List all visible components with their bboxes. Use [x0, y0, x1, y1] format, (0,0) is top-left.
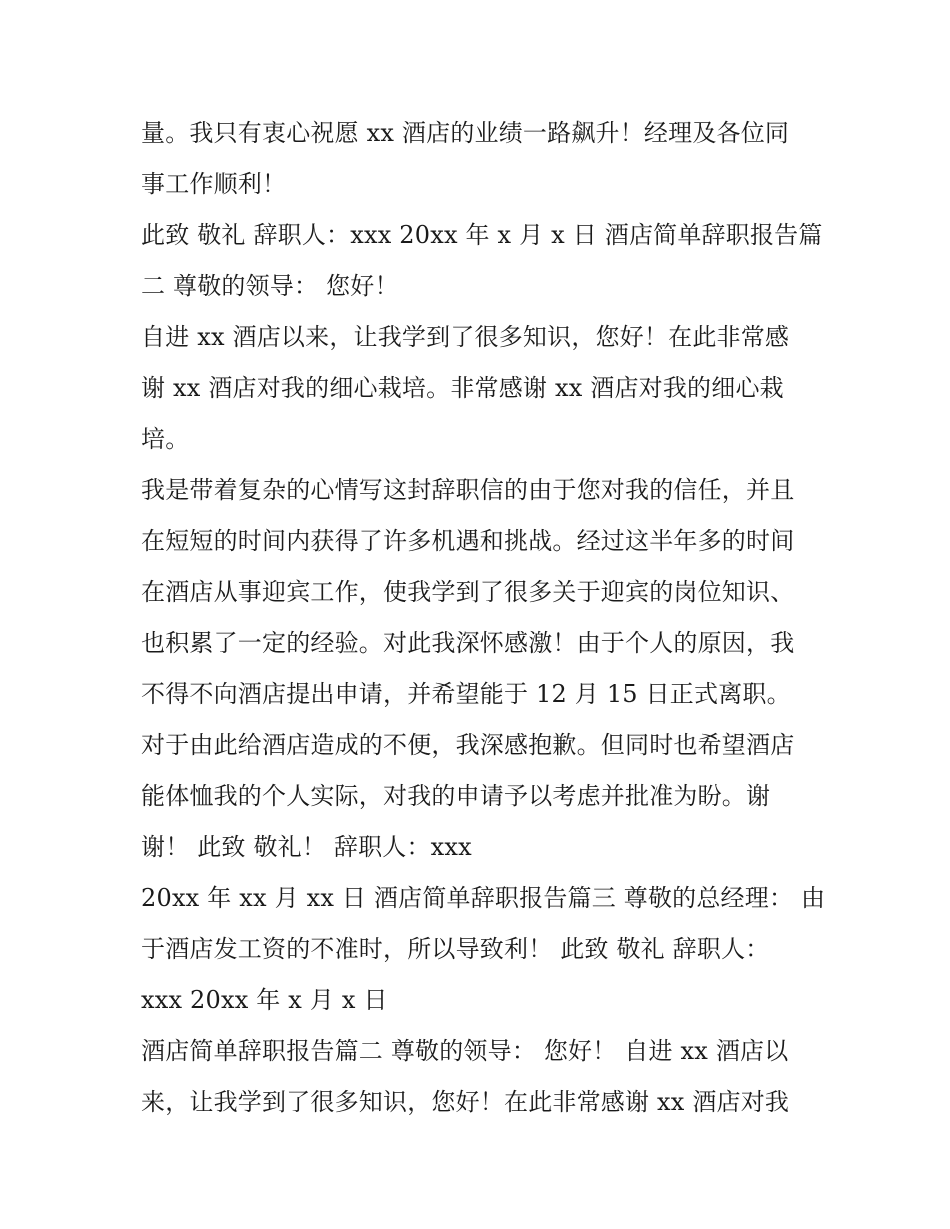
text-line: 在酒店从事迎宾工作，使我学到了很多关于迎宾的岗位知识、 — [141, 578, 795, 606]
text-line: 20xx 年 xx 月 xx 日 酒店简单辞职报告篇三 尊敬的总经理： 由 — [141, 884, 826, 912]
text-line: 量。我只有衷心祝愿 xx 酒店的业绩一路飙升！经理及各位同 — [141, 119, 790, 147]
text-line: 我是带着复杂的心情写这封辞职信的由于您对我的信任，并且 — [141, 476, 795, 504]
text-line: 谢！ 此致 敬礼！ 辞职人：xxx — [141, 833, 472, 861]
text-line: 此致 敬礼 辞职人：xxx 20xx 年 x 月 x 日 酒店简单辞职报告篇 — [141, 221, 823, 249]
text-line: 培。 — [141, 425, 190, 453]
text-line: 不得不向酒店提出申请，并希望能于 12 月 15 日正式离职。 — [141, 680, 791, 708]
document-body — [141, 108, 826, 1128]
text-line: 于酒店发工资的不准时，所以导致利！ 此致 敬礼 辞职人： — [141, 935, 770, 963]
text-line: 在短短的时间内获得了许多机遇和挑战。经过这半年多的时间 — [141, 527, 795, 555]
text-line: 自进 xx 酒店以来，让我学到了很多知识，您好！在此非常感 — [141, 323, 790, 351]
text-line: 对于由此给酒店造成的不便，我深感抱歉。但同时也希望酒店 — [141, 731, 795, 759]
text-line: 来，让我学到了很多知识，您好！在此非常感谢 xx 酒店对我 — [141, 1088, 790, 1116]
text-line: 事工作顺利！ — [141, 170, 287, 198]
text-line: 能体恤我的个人实际，对我的申请予以考虑并批准为盼。谢 — [141, 782, 771, 810]
text-line: xxx 20xx 年 x 月 x 日 — [141, 986, 388, 1014]
text-line: 也积累了一定的经验。对此我深怀感激！由于个人的原因，我 — [141, 629, 795, 657]
text-line: 谢 xx 酒店对我的细心栽培。非常感谢 xx 酒店对我的细心栽 — [141, 374, 784, 402]
text-line: 二 尊敬的领导： 您好！ — [141, 272, 399, 300]
text-line: 酒店简单辞职报告篇二 尊敬的领导： 您好！ 自进 xx 酒店以 — [141, 1037, 789, 1065]
